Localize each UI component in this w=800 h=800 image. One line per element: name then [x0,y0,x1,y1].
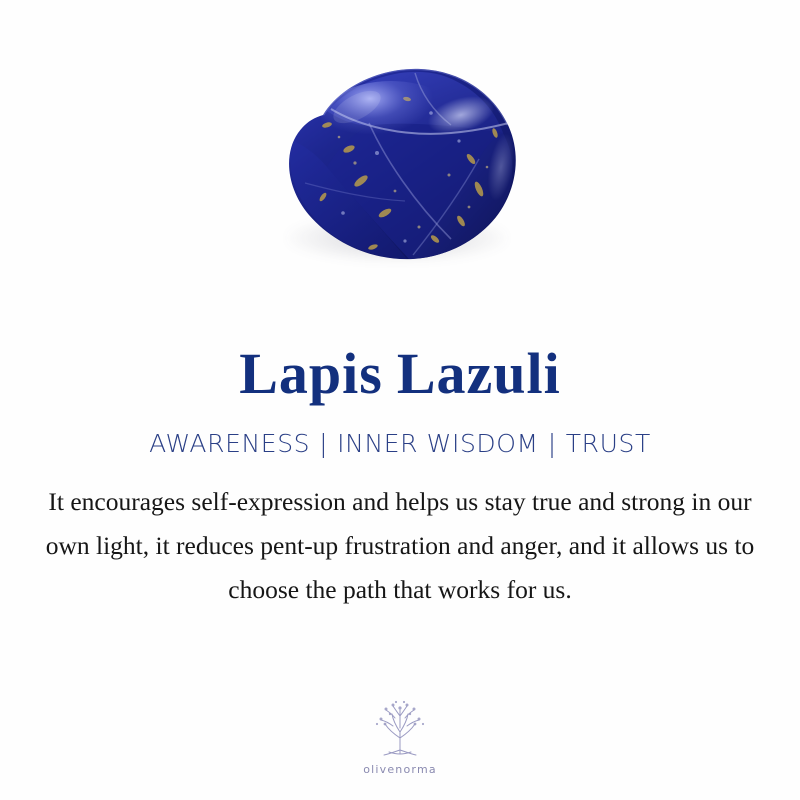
brand-name: olivenorma [363,763,437,776]
tree-of-life-icon [363,698,437,760]
title-word-two: Lazuli [396,341,561,406]
page-title [239,341,561,406]
keyword-awareness: AWARENESS [149,428,311,458]
description-text: It encourages self-expression and helps us stay true and strong in our own light, it reduces pent-up frustration and anger, and it allows us to choose the path that works for us. [45,486,755,604]
keyword-list [149,429,651,458]
title-word-one: Lapis [239,341,383,406]
keyword-separator-1: | [319,428,329,458]
keyword-inner-wisdom: INNER WISDOM [337,428,539,458]
brand-mark [0,698,800,776]
stone-image-area [0,0,800,330]
keyword-separator-2: | [547,428,557,458]
stone-image [265,63,535,278]
keyword-trust: TRUST [565,428,651,458]
lapis-lazuli-stone-graphic [265,63,535,268]
